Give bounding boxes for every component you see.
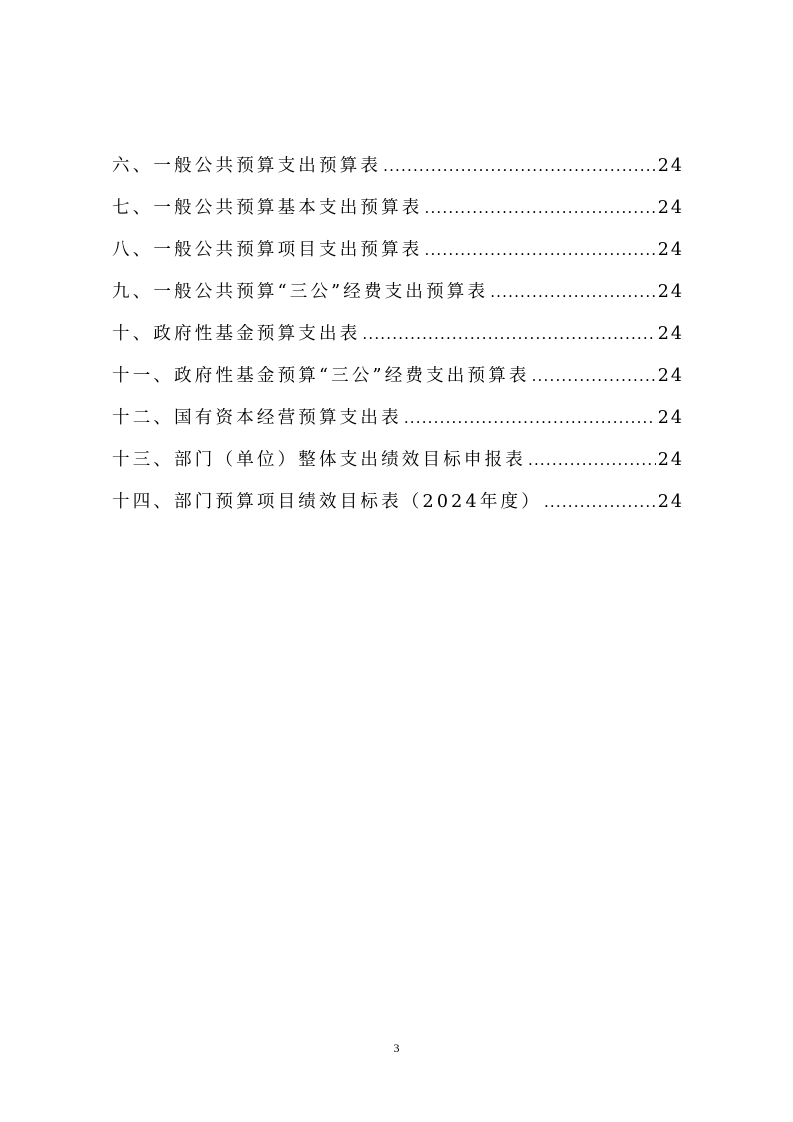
toc-entry-page: 24 <box>657 492 684 512</box>
toc-entry-page: 24 <box>657 240 684 260</box>
toc-dot-leader <box>425 229 656 271</box>
toc-entry-page: 24 <box>657 324 684 344</box>
toc-entry-title: 七、一般公共预算基本支出预算表 <box>112 198 423 218</box>
toc-entry-title: 十二、国有资本经营预算支出表 <box>112 408 402 428</box>
toc-entry[interactable] <box>112 313 684 355</box>
toc-dot-leader <box>362 313 655 355</box>
page-number: 3 <box>393 1041 400 1055</box>
toc-entry[interactable] <box>112 481 684 523</box>
toc-entry-title: 十一、政府性基金预算“三公”经费支出预算表 <box>112 366 530 386</box>
toc-entry-page: 24 <box>657 408 684 428</box>
toc-entry-title: 十三、部门（单位）整体支出绩效目标申报表 <box>112 450 526 470</box>
toc-entry-title: 十、政府性基金预算支出表 <box>112 324 361 344</box>
toc-entry[interactable] <box>112 145 684 187</box>
toc-entry-page: 24 <box>657 156 684 176</box>
toc-entry[interactable] <box>112 271 684 313</box>
toc-dot-leader <box>532 355 656 397</box>
toc-entry-title: 八、一般公共预算项目支出预算表 <box>112 240 423 260</box>
toc-dot-leader <box>528 439 656 481</box>
toc-entry-title: 九、一般公共预算“三公”经费支出预算表 <box>112 282 489 302</box>
toc-entry-page: 24 <box>657 450 684 470</box>
toc-entry[interactable] <box>112 187 684 229</box>
toc-dot-leader <box>490 271 656 313</box>
toc-dot-leader <box>544 481 656 523</box>
toc-entry[interactable] <box>112 355 684 397</box>
toc-entry-title: 六、一般公共预算支出预算表 <box>112 156 382 176</box>
toc-entry-page: 24 <box>657 366 684 386</box>
toc-dot-leader <box>404 397 656 439</box>
toc-entry[interactable] <box>112 229 684 271</box>
toc-entry[interactable] <box>112 439 684 481</box>
toc-entry-page: 24 <box>657 282 684 302</box>
toc-entry-page: 24 <box>657 198 684 218</box>
toc-dot-leader <box>425 187 656 229</box>
toc-entry[interactable] <box>112 397 684 439</box>
toc-entry-title: 十四、部门预算项目绩效目标表（2024年度） <box>112 492 542 512</box>
toc-dot-leader <box>383 145 656 187</box>
table-of-contents <box>112 145 684 523</box>
